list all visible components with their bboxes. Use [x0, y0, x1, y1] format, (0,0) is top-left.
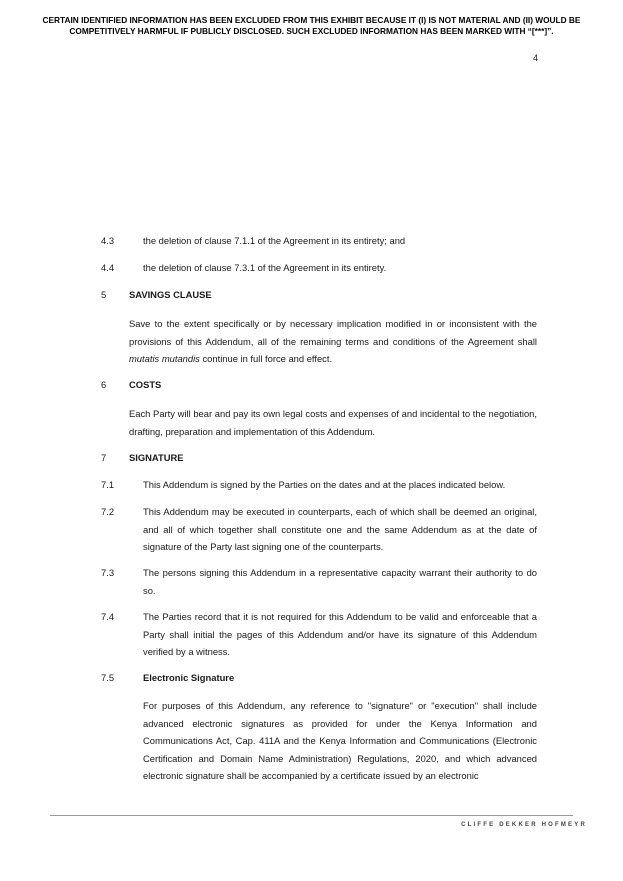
savings-clause-paragraph [129, 315, 537, 368]
section-heading: SIGNATURE [129, 452, 184, 463]
section-number: 6 [101, 379, 107, 390]
section-heading: SAVINGS CLAUSE [129, 289, 212, 300]
section-number: 5 [101, 289, 107, 300]
clause-number: 7.3 [101, 567, 115, 578]
clause-text: The Parties record that it is not required for this Addendum to be valid and enforceable that a Party shall initial the pages of this Addendum and/or have its signature of this Addendum verified by a witness. [143, 611, 537, 657]
clause-text: This Addendum is signed by the Parties on the dates and at the places indicated below. [143, 479, 506, 490]
clause-text: The persons signing this Addendum in a representative capacity warrant their authority to do so. [143, 567, 537, 596]
firm-logo: CLIFFE DEKKER HOFMEYR [461, 822, 587, 828]
subsection-heading: Electronic Signature [143, 672, 235, 683]
savings-text-italic: mutatis mutandis [129, 353, 200, 364]
exclusion-notice: CERTAIN IDENTIFIED INFORMATION HAS BEEN EXCLUDED FROM THIS EXHIBIT BECAUSE IT (I) IS NOT MATERIAL AND (II) WOULD BE COMPETITIVELY HARMFUL IF PUBLICLY DISCLOSED. SUCH EXCLUDED INFORMATION HAS BEEN MARKED WITH “[***]”. [42, 15, 581, 36]
electronic-signature-paragraph: For purposes of this Addendum, any reference to "signature" or "execution" shall include advanced electronic signatures as provided for under the Kenya Information and Communications Act, Cap. 411A and the Kenya Information and Communications (Electronic Certification and Domain Name Administration) Regulations, 2020, and which advanced electronic signature shall be accompanied by a certificate issued by an electronic [143, 700, 537, 781]
savings-text-end: continue in full force and effect. [199, 353, 333, 364]
clause-number: 7.5 [101, 672, 115, 683]
clause-number: 7.2 [101, 506, 115, 517]
clause-text: the deletion of clause 7.3.1 of the Agreement in its entirety. [143, 262, 387, 273]
page-number: 4 [532, 53, 538, 63]
savings-text-start: Save to the extent specifically or by necessary implication modified in or inconsistent with the provisions of this Addendum, all of the remaining terms and conditions of the Agreement shall [129, 318, 537, 347]
clause-number: 7.4 [101, 611, 115, 622]
costs-paragraph: Each Party will bear and pay its own legal costs and expenses of and incidental to the negotiation, drafting, preparation and implementation of this Addendum. [129, 408, 537, 437]
section-number: 7 [101, 452, 107, 463]
section-heading: COSTS [129, 379, 162, 390]
clause-number: 7.1 [101, 479, 115, 490]
clause-number: 4.4 [101, 262, 115, 273]
clause-text: the deletion of clause 7.1.1 of the Agreement in its entirety; and [143, 235, 406, 246]
clause-text: This Addendum may be executed in counterparts, each of which shall be deemed an original, and all of which together shall constitute one and the same Addendum as at the date of signature of the Party last signing one of the counterparts. [143, 506, 537, 552]
clause-number: 4.3 [101, 235, 115, 246]
footer-divider [50, 815, 573, 816]
